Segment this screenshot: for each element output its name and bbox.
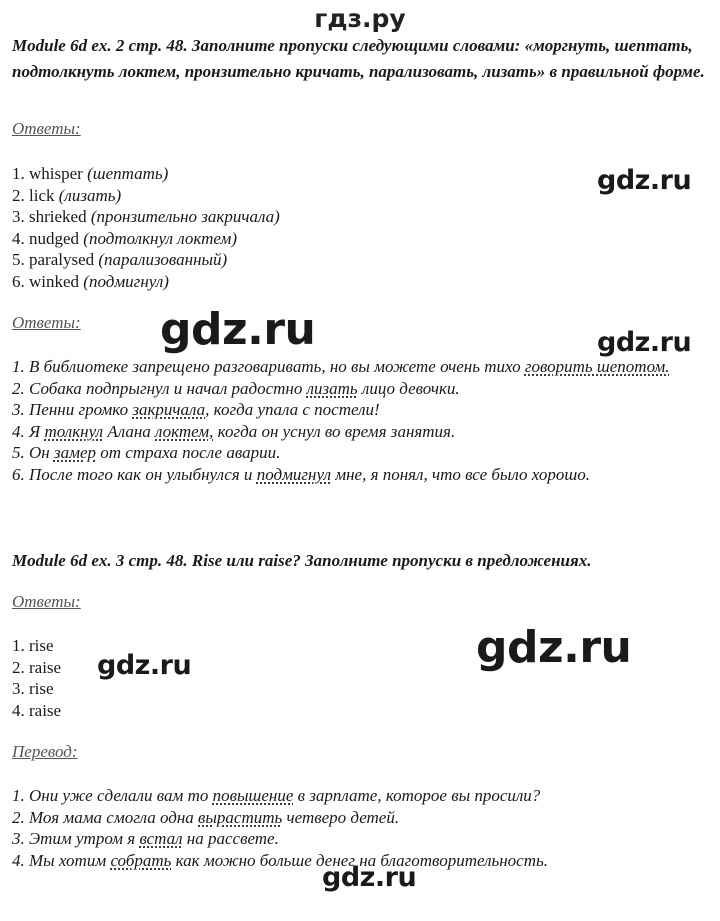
list-item: 1. Они уже сделали вам то повышение в зарплате, которое вы просили? [12,786,541,805]
list-item: 2. Собака подпрыгнул и начал радостно лизать лицо девочки. [12,378,460,398]
task-1-answers-label: Ответы: [12,119,81,138]
watermark: gdz.ru [322,862,417,893]
list-item: 5. Он замер от страха после аварии. [12,443,281,462]
task-1-title: Module 6d ex. 2 стр. 48. Заполните пропуски следующими словами: «моргнуть, шептать, подтолкнуть локтем, пронзительно кричать, парализовать, лизать» в правильной форме. [12,36,705,81]
list-item: 2. Моя мама смогла одна вырастить четверо детей. [12,807,400,827]
task-2-sentence-list [12,785,692,871]
watermark: gdz.ru [597,165,692,196]
task-1-sentence-list [12,356,672,485]
list-item: 4. nudged (подтолкнул локтем) [12,228,237,248]
list-item: 2. raise [12,657,62,677]
watermark: gdz.ru [597,327,692,358]
list-item: 5. paralysed (парализованный) [12,250,228,269]
task-2-title: Module 6d ex. 3 стр. 48. Rise или raise? Заполните пропуски в предложениях. [12,551,592,570]
watermark: gdz.ru [160,304,316,355]
task-2-answers-label: Ответы: [12,592,81,611]
task-2-translation-label: Перевод: [12,742,78,761]
list-item: 4. raise [12,700,62,720]
list-item: 6. После того как он улыбнулся и подмигнул мне, я понял, что все было хорошо. [12,464,591,484]
task-2-answer-list [12,635,61,721]
list-item: 4. Мы хотим собрать как можно больше денег на благотворительность. [12,850,548,870]
list-item: 3. Пенни громко закричала, когда упала с постели! [12,400,380,419]
list-item: 4. Я толкнул Алана локтем, когда он уснул во время занятия. [12,421,456,441]
list-item: 1. В библиотеке запрещено разговаривать, но вы можете очень тихо говорить шепотом. [12,357,670,376]
watermark: gdz.ru [97,650,192,681]
list-item: 3. rise [12,679,54,698]
site-header: гдз.ру [314,4,406,33]
list-item: 2. lick (лизать) [12,185,122,205]
list-item: 3. Этим утром я встал на рассвете. [12,829,279,848]
task-1-answer-list [12,163,280,292]
list-item: 3. shrieked (пронзительно закричала) [12,207,280,226]
list-item: 1. whisper (шептать) [12,164,169,183]
list-item: 6. winked (подмигнул) [12,271,169,291]
watermark: gdz.ru [476,622,632,673]
task-1-translation-label: Ответы: [12,313,81,332]
list-item: 1. rise [12,636,54,655]
